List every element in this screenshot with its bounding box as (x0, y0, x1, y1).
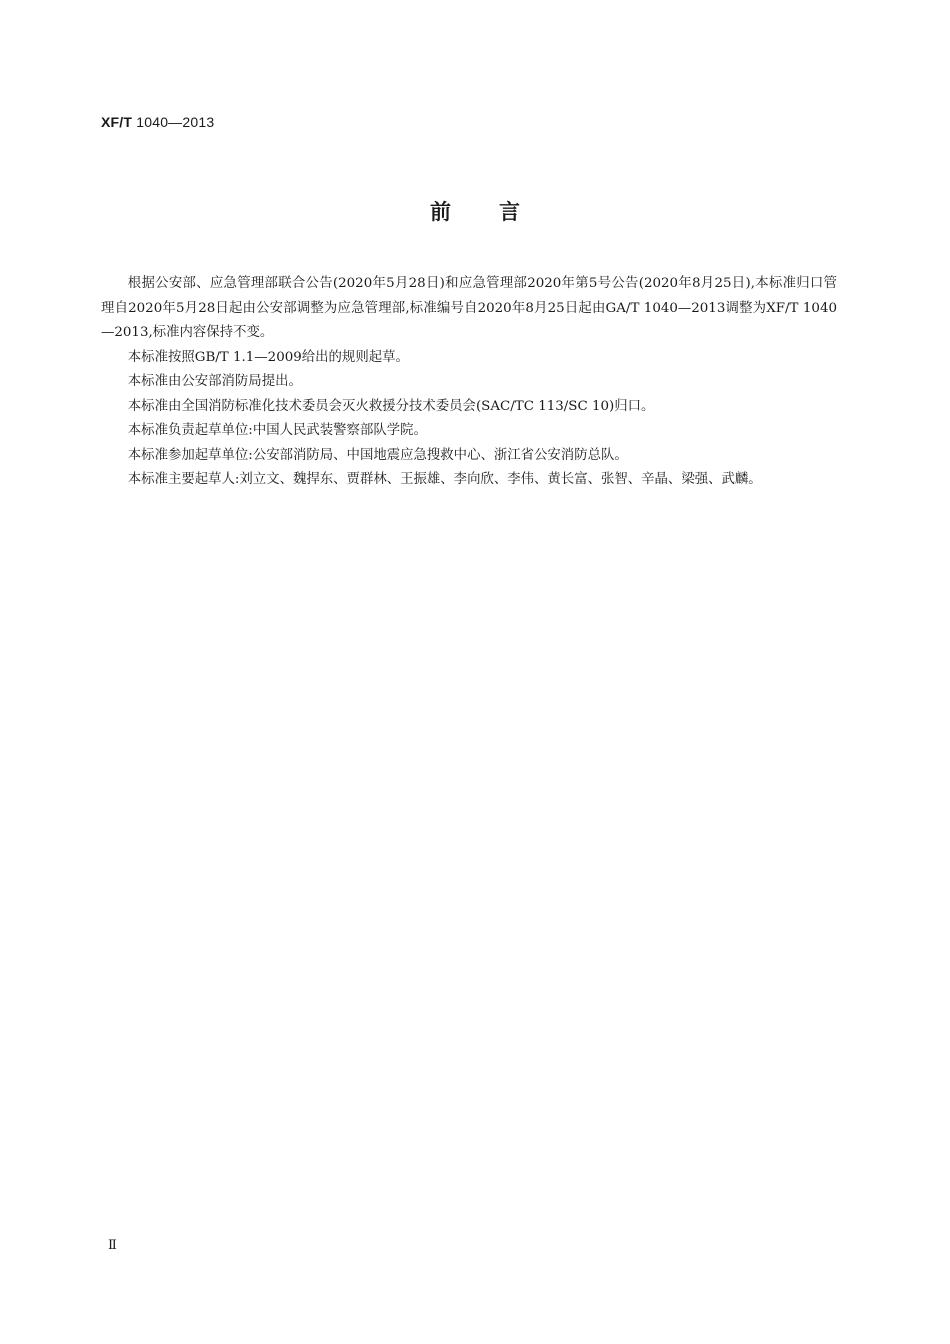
foreword-paragraph-4: 本标准由全国消防标准化技术委员会灭火救援分技术委员会(SAC/TC 113/SC 10)归口。 (127, 398, 655, 414)
standard-code-prefix: XF/T (101, 114, 133, 130)
page-number: Ⅱ (108, 1238, 117, 1253)
foreword-paragraph-3: 本标准由公安部消防局提出。 (127, 374, 302, 389)
standard-code (101, 114, 214, 130)
foreword-paragraph-6: 本标准参加起草单位:公安部消防局、中国地震应急搜救中心、浙江省公安消防总队。 (127, 447, 628, 463)
foreword-paragraph-2: 本标准按照GB/T 1.1—2009给出的规则起草。 (127, 349, 409, 365)
foreword-body (101, 272, 837, 493)
standard-code-number: 1040—2013 (136, 114, 215, 130)
page-title: 前言 (430, 200, 568, 224)
foreword-paragraph-1: 根据公安部、应急管理部联合公告(2020年5月28日)和应急管理部2020年第5号公告(2020年8月25日),本标准归口管理自2020年5月28日起由公安部调整为应急管理部,标准编号自2020年8月25日起由GA/T 1040—2013调整为XF/T 1040—2013,标准内容保持不变。 (101, 276, 837, 340)
foreword-paragraph-5: 本标准负责起草单位:中国人民武装警察部队学院。 (127, 423, 427, 438)
foreword-paragraph-7: 本标准主要起草人:刘立文、魏捍东、贾群林、王振雄、李向欣、李伟、黄长富、张智、辛晶、梁强、武麟。 (127, 472, 762, 487)
